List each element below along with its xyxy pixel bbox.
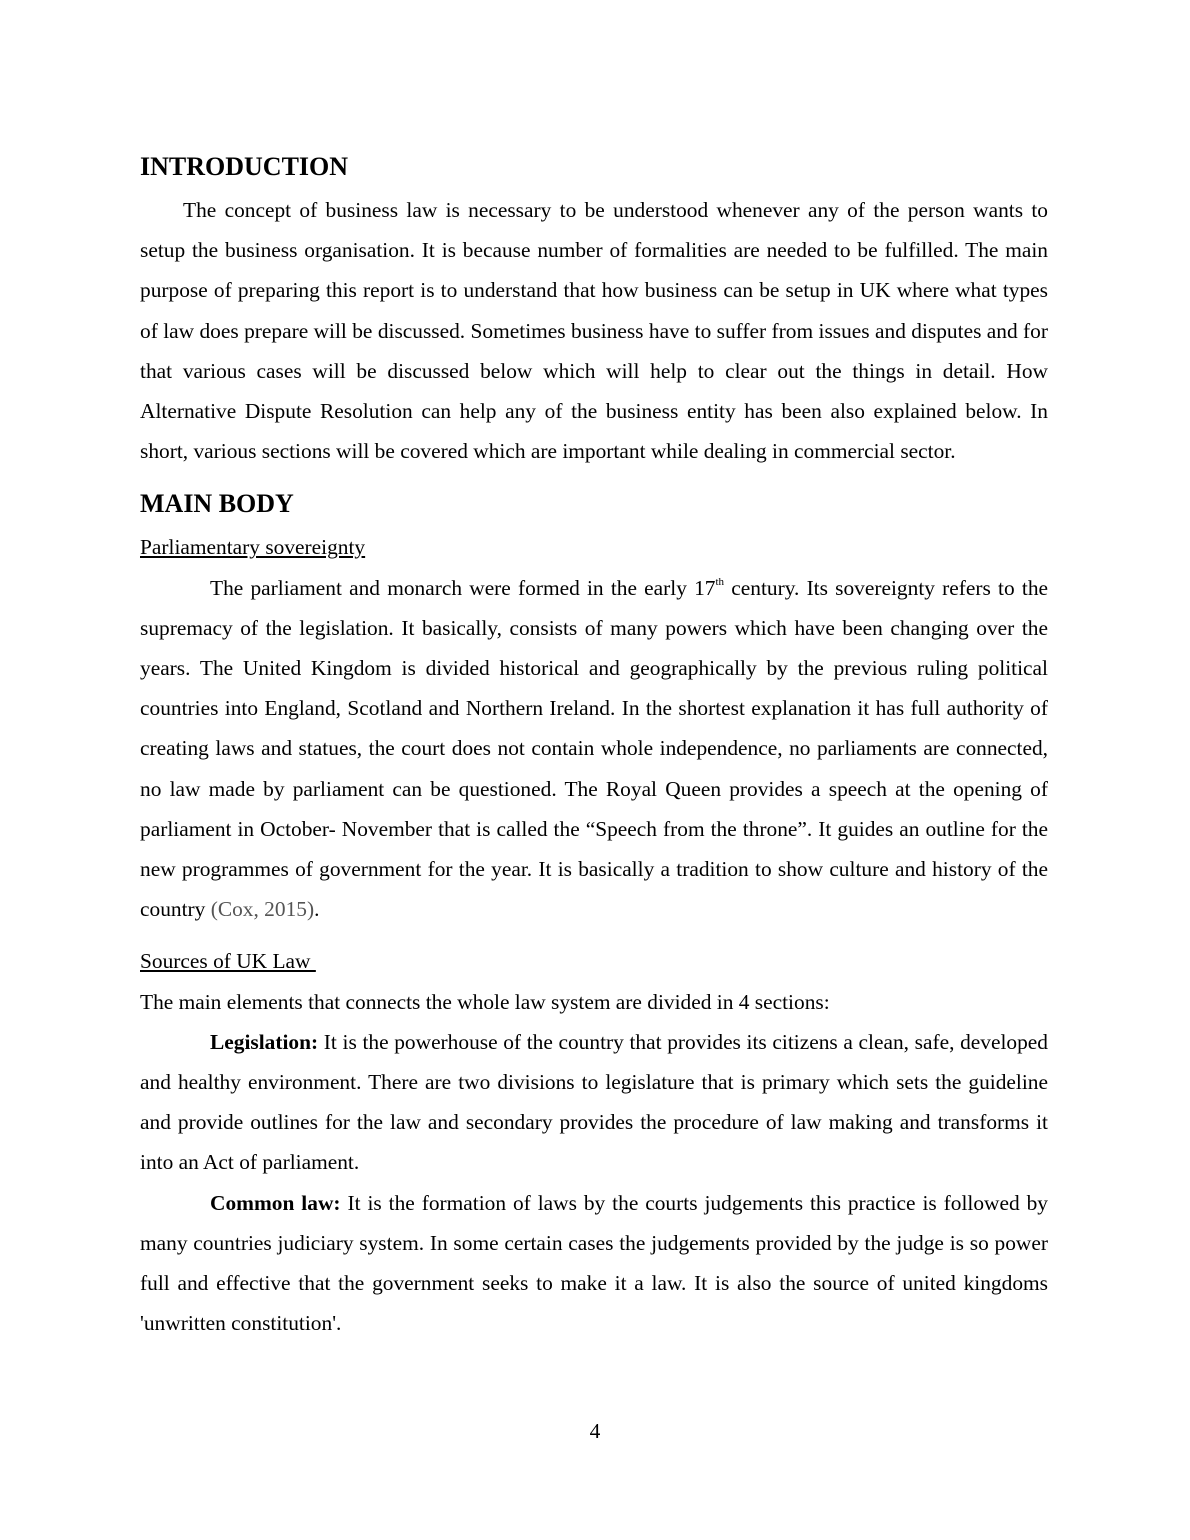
sources-intro-paragraph: The main elements that connects the whole law system are divided in 4 sections: <box>140 989 830 1014</box>
common-law-text: It is the formation of laws by the courts judgements this practice is followed by many countries judiciary system. In some certain cases the judgements provided by the judge is so power full and effective that the government seeks to make it a law. It is also the source of united kingdoms 'unwritten constitution'. <box>140 1190 1048 1336</box>
sentence-end: . <box>314 897 320 922</box>
parliament-text-start: The parliament and monarch were formed in the early 17 <box>210 575 716 600</box>
sources-of-uk-law-subheading: Sources of UK Law <box>140 949 316 974</box>
legislation-label: Legislation: <box>210 1029 319 1054</box>
common-law-label: Common law: <box>210 1190 341 1215</box>
main-body-heading: MAIN BODY <box>140 489 294 519</box>
ordinal-suffix: th <box>715 575 725 588</box>
document-page <box>140 148 1048 1343</box>
page-number: 4 <box>589 1419 601 1443</box>
introduction-paragraph: The concept of business law is necessary to be understood whenever any of the person wants to setup the business organisation. It is because number of formalities are needed to be fulfilled. The main purpose of preparing this report is to understand that how business can be setup in UK where what types of law does prepare will be discussed. Sometimes business have to suffer from issues and disputes and for that various cases will be discussed below which will help to clear out the things in detail. How Alternative Dispute Resolution can help any of the business entity has been also explained below. In short, various sections will be covered which are important while dealing in commercial sector. <box>140 198 1048 464</box>
legislation-paragraph <box>140 1022 1048 1183</box>
common-law-paragraph <box>140 1183 1048 1344</box>
parliamentary-sovereignty-paragraph <box>140 568 1048 930</box>
introduction-heading: INTRODUCTION <box>140 152 349 181</box>
parliament-text-rest: century. Its sovereignty refers to the supremacy of the legislation. It basically, consists of many powers which have been changing over the years. The United Kingdom is divided historical and geographically by the previous ruling political countries into England, Scotland and Northern Ireland. In the shortest explanation it has full authority of creating laws and statues, the court does not contain whole independence, no parliaments are connected, no law made by parliament can be questioned. The Royal Queen provides a speech at the opening of parliament in October- November that is called the “Speech from the throne”. It guides an outline for the new programmes of government for the year. It is basically a tradition to show culture and history of the country <box>140 575 1049 922</box>
citation: (Cox, 2015) <box>210 897 315 922</box>
parliamentary-sovereignty-subheading: Parliamentary sovereignty <box>140 535 366 560</box>
legislation-text: It is the powerhouse of the country that provides its citizens a clean, safe, developed and healthy environment. There are two divisions to legislature that is primary which sets the guideline and provide outlines for the law and secondary provides the procedure of law making and transforms it into an Act of parliament. <box>140 1029 1048 1175</box>
